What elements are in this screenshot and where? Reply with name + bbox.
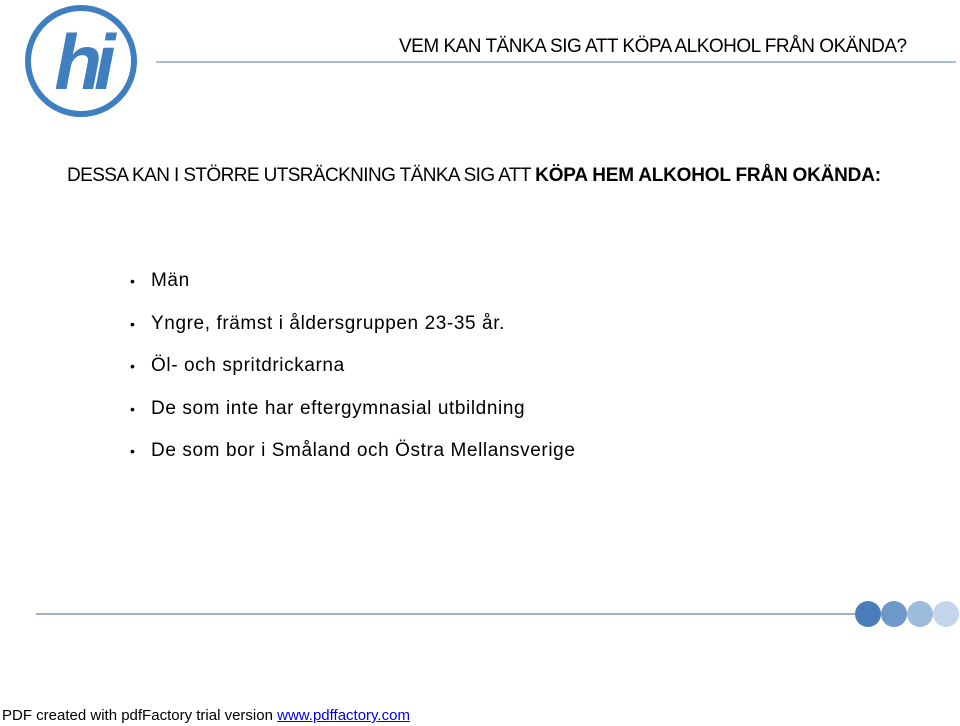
list-item	[130, 440, 576, 483]
list-item-text: Yngre, främst i åldersgruppen 23-35 år.	[151, 312, 505, 334]
circle-icon	[907, 601, 933, 627]
list-item-text: Män	[151, 270, 190, 291]
bullet-icon: •	[130, 315, 136, 332]
hui-logo-icon	[23, 3, 139, 119]
footer-divider	[36, 613, 856, 615]
list-item	[130, 355, 576, 398]
list-item	[130, 398, 576, 441]
bullet-icon: •	[130, 400, 136, 417]
bullet-list	[130, 270, 576, 483]
section-heading-bold: KÖPA HEM ALKOHOL FRÅN OKÄNDA:	[535, 165, 881, 186]
circle-icon	[881, 601, 907, 627]
bullet-icon: •	[130, 273, 136, 289]
list-item	[130, 313, 576, 356]
bullet-icon: •	[130, 358, 136, 374]
section-heading	[67, 165, 881, 187]
page-title: VEM KAN TÄNKA SIG ATT KÖPA ALKOHOL FRÅN OKÄNDA?	[399, 36, 907, 57]
title-divider	[156, 61, 956, 63]
watermark-text: PDF created with pdfFactory trial version	[2, 707, 278, 724]
circle-icon	[855, 601, 881, 627]
logo-lettering: hi	[54, 18, 108, 106]
list-item-text: De som bor i Småland och Östra Mellansverige	[151, 440, 576, 461]
watermark-link[interactable]: www.pdffactory.com	[277, 707, 410, 724]
list-item-text: De som inte har eftergymnasial utbildning	[151, 397, 526, 419]
list-item	[130, 270, 576, 313]
section-heading-plain: DESSA KAN I STÖRRE UTSRÄCKNING TÄNKA SIG ATT	[67, 165, 536, 186]
bullet-icon: •	[130, 443, 136, 459]
circle-icon	[933, 601, 959, 627]
list-item-text: Öl- och spritdrickarna	[151, 355, 345, 376]
pdf-watermark	[2, 707, 410, 724]
decorative-circles	[855, 601, 959, 627]
